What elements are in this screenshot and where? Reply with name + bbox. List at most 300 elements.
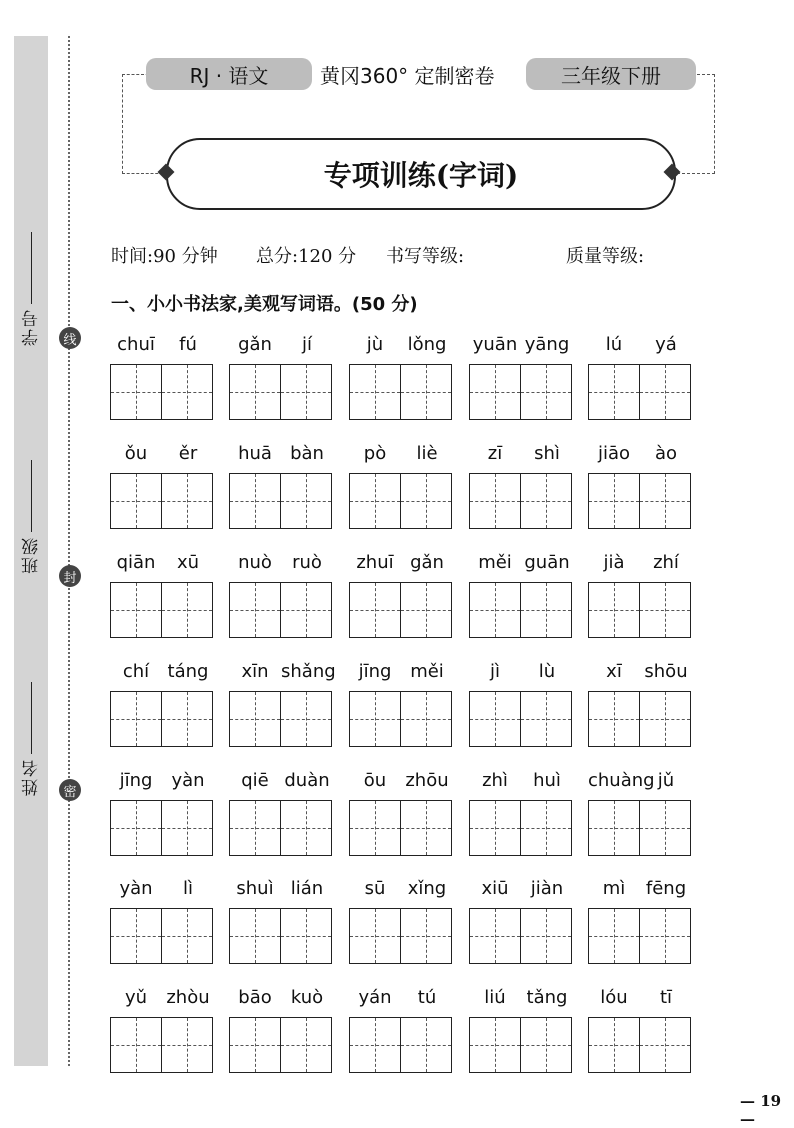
- seal-circle-feng: 封: [59, 565, 81, 587]
- tianzige-boxes: [469, 364, 573, 420]
- pinyin-syllable: jiāo: [597, 443, 631, 464]
- tianzige-boxes: [469, 691, 573, 747]
- word-item: [110, 443, 214, 529]
- pinyin-syllable: jiàn: [530, 878, 564, 899]
- pinyin-syllable: tú: [417, 987, 437, 1008]
- guide-line-v: [495, 801, 496, 855]
- guide-line-v: [136, 909, 137, 963]
- pinyin-syllable: shōu: [644, 661, 688, 682]
- tianzige-boxes: [349, 364, 453, 420]
- writing-cell[interactable]: [349, 473, 401, 529]
- pinyin-syllable: yāng: [524, 334, 570, 355]
- writing-cell[interactable]: [588, 473, 640, 529]
- pinyin-syllable: qiē: [241, 770, 269, 791]
- writing-cell[interactable]: [401, 582, 452, 638]
- tianzige-boxes: [229, 800, 333, 856]
- writing-cell[interactable]: [640, 1017, 691, 1073]
- word-item: [588, 987, 692, 1073]
- pinyin: [588, 443, 692, 469]
- guide-line-v: [375, 583, 376, 637]
- section-heading: 一、小小书法家,美观写词语。(50 分): [111, 294, 418, 315]
- tianzige-boxes: [229, 1017, 333, 1073]
- guide-line-v: [495, 365, 496, 419]
- pinyin-syllable: yàn: [119, 878, 153, 899]
- writing-cell[interactable]: [469, 473, 521, 529]
- guide-line-v: [665, 474, 666, 528]
- pinyin-syllable: tǎng: [526, 987, 568, 1008]
- guide-line-v: [255, 692, 256, 746]
- guide-line-v: [306, 801, 307, 855]
- tianzige-boxes: [469, 582, 573, 638]
- word-item: [349, 987, 453, 1073]
- pinyin: [588, 770, 692, 796]
- writing-cell[interactable]: [110, 691, 162, 747]
- pinyin-syllable: guān: [524, 552, 570, 573]
- pinyin-syllable: nuò: [238, 552, 272, 573]
- guide-line-v: [187, 474, 188, 528]
- pinyin-syllable: jù: [366, 334, 384, 355]
- tianzige-boxes: [110, 908, 214, 964]
- pinyin-syllable: táng: [167, 661, 209, 682]
- quality-grade: 质量等级:: [566, 246, 645, 267]
- tianzige-boxes: [229, 364, 333, 420]
- guide-line-v: [187, 909, 188, 963]
- guide-line-v: [495, 474, 496, 528]
- writing-cell[interactable]: [281, 582, 332, 638]
- word-item: [229, 661, 336, 747]
- guide-line-v: [187, 692, 188, 746]
- pinyin-syllable: měi: [478, 552, 512, 573]
- pinyin-syllable: jīng: [358, 661, 392, 682]
- guide-line-v: [495, 1018, 496, 1072]
- tianzige-boxes: [349, 908, 453, 964]
- tianzige-boxes: [349, 1017, 453, 1073]
- pinyin: [229, 661, 336, 687]
- tianzige-boxes: [349, 691, 453, 747]
- word-item: [469, 770, 573, 856]
- writing-cell[interactable]: [640, 582, 691, 638]
- guide-line-v: [255, 909, 256, 963]
- pinyin-syllable: xī: [606, 661, 622, 682]
- writing-cell[interactable]: [162, 473, 213, 529]
- guide-line-v: [665, 583, 666, 637]
- page-title: 专项训练(字词): [166, 138, 676, 210]
- guide-line-v: [546, 365, 547, 419]
- guide-line-v: [614, 583, 615, 637]
- writing-cell[interactable]: [521, 364, 572, 420]
- tianzige-boxes: [229, 582, 333, 638]
- tianzige-boxes: [110, 691, 214, 747]
- pinyin-syllable: gǎn: [238, 334, 272, 355]
- word-item: [469, 987, 573, 1073]
- guide-line-v: [375, 801, 376, 855]
- tianzige-boxes: [469, 908, 573, 964]
- guide-line-v: [546, 909, 547, 963]
- pinyin-syllable: duàn: [284, 770, 330, 791]
- writing-cell[interactable]: [110, 1017, 162, 1073]
- writing-cell[interactable]: [588, 1017, 640, 1073]
- pinyin-syllable: yàn: [171, 770, 205, 791]
- writing-cell[interactable]: [110, 582, 162, 638]
- guide-line-v: [495, 909, 496, 963]
- guide-line-v: [375, 909, 376, 963]
- word-item: [110, 770, 214, 856]
- pinyin: [469, 552, 573, 578]
- pinyin-syllable: xū: [176, 552, 200, 573]
- pinyin: [469, 878, 573, 904]
- writing-cell[interactable]: [110, 800, 162, 856]
- pinyin-syllable: yán: [358, 987, 392, 1008]
- writing-cell[interactable]: [469, 364, 521, 420]
- tianzige-boxes: [229, 691, 333, 747]
- grid-row: [110, 443, 690, 543]
- writing-cell[interactable]: [401, 908, 452, 964]
- pinyin-syllable: fēng: [645, 878, 687, 899]
- writing-cell[interactable]: [162, 800, 213, 856]
- guide-line-v: [614, 909, 615, 963]
- pinyin: [229, 552, 333, 578]
- pinyin-syllable: lì: [182, 878, 193, 899]
- writing-cell[interactable]: [401, 364, 452, 420]
- writing-cell[interactable]: [229, 364, 281, 420]
- writing-cell[interactable]: [469, 691, 521, 747]
- writing-cell[interactable]: [640, 908, 691, 964]
- pinyin-syllable: lú: [605, 334, 623, 355]
- writing-cell[interactable]: [469, 800, 521, 856]
- guide-line-v: [375, 692, 376, 746]
- writing-cell[interactable]: [640, 364, 691, 420]
- word-item: [349, 661, 453, 747]
- tianzige-boxes: [588, 364, 692, 420]
- pinyin-syllable: zhí: [653, 552, 679, 573]
- guide-line-v: [495, 692, 496, 746]
- guide-line-v: [306, 474, 307, 528]
- pinyin: [349, 443, 453, 469]
- writing-cell[interactable]: [281, 908, 332, 964]
- tianzige-boxes: [349, 800, 453, 856]
- guide-line-v: [546, 801, 547, 855]
- tianzige-boxes: [588, 1017, 692, 1073]
- tianzige-boxes: [469, 800, 573, 856]
- pinyin-syllable: jì: [489, 661, 500, 682]
- pinyin: [349, 552, 453, 578]
- writing-cell[interactable]: [588, 582, 640, 638]
- fill-line: [31, 682, 32, 754]
- tianzige-boxes: [229, 908, 333, 964]
- guide-line-v: [255, 1018, 256, 1072]
- pinyin-syllable: tī: [659, 987, 673, 1008]
- pinyin-syllable: chuī: [117, 334, 155, 355]
- cut-dotted-line: [68, 36, 70, 1066]
- writing-cell[interactable]: [162, 691, 213, 747]
- guide-line-v: [546, 583, 547, 637]
- grid-row: [110, 552, 690, 652]
- word-item: [588, 443, 692, 529]
- writing-cell[interactable]: [640, 473, 691, 529]
- grade-pill: 三年级下册: [526, 58, 696, 90]
- seal-circle-xian: 线: [59, 327, 81, 349]
- writing-cell[interactable]: [401, 800, 452, 856]
- pinyin: [469, 334, 573, 360]
- writing-grade: 书写等级:: [386, 246, 465, 267]
- guide-line-v: [255, 365, 256, 419]
- pinyin-syllable: jīng: [119, 770, 153, 791]
- pinyin: [349, 987, 453, 1013]
- word-item: [349, 443, 453, 529]
- pinyin: [110, 770, 214, 796]
- pinyin: [349, 661, 453, 687]
- pinyin-syllable: yuān: [472, 334, 518, 355]
- writing-cell[interactable]: [640, 800, 691, 856]
- fill-line: [31, 460, 32, 532]
- tianzige-boxes: [349, 582, 453, 638]
- tianzige-boxes: [588, 800, 692, 856]
- writing-cell[interactable]: [229, 691, 281, 747]
- word-item: [588, 334, 692, 420]
- guide-line-v: [306, 365, 307, 419]
- writing-cell[interactable]: [162, 1017, 213, 1073]
- pinyin: [469, 770, 573, 796]
- writing-cell[interactable]: [469, 908, 521, 964]
- word-item: [588, 878, 692, 964]
- word-item: [349, 552, 453, 638]
- pinyin: [229, 878, 333, 904]
- tianzige-boxes: [110, 582, 214, 638]
- guide-line-v: [614, 365, 615, 419]
- writing-cell[interactable]: [162, 364, 213, 420]
- pinyin-syllable: pò: [363, 443, 387, 464]
- page-number: — 19 —: [740, 1092, 782, 1128]
- word-item: [229, 987, 333, 1073]
- guide-line-v: [426, 365, 427, 419]
- tianzige-boxes: [588, 582, 692, 638]
- guide-line-v: [187, 801, 188, 855]
- class-label: 班级: [21, 536, 42, 574]
- pinyin: [588, 987, 692, 1013]
- tianzige-boxes: [110, 364, 214, 420]
- grid-row: [110, 770, 690, 870]
- pinyin: [229, 443, 333, 469]
- guide-line-v: [426, 692, 427, 746]
- name-field[interactable]: [14, 682, 48, 796]
- pinyin: [469, 443, 573, 469]
- pinyin-syllable: měi: [410, 661, 444, 682]
- guide-line-v: [187, 365, 188, 419]
- pinyin-syllable: fú: [179, 334, 197, 355]
- word-item: [588, 661, 692, 747]
- pinyin: [469, 661, 573, 687]
- word-item: [588, 770, 692, 856]
- pinyin: [588, 661, 692, 687]
- word-item: [229, 552, 333, 638]
- writing-cell[interactable]: [349, 1017, 401, 1073]
- word-item: [469, 878, 573, 964]
- writing-cell[interactable]: [281, 691, 332, 747]
- pinyin: [110, 552, 214, 578]
- writing-cell[interactable]: [281, 364, 332, 420]
- pinyin-syllable: sū: [364, 878, 386, 899]
- writing-cell[interactable]: [229, 1017, 281, 1073]
- pinyin-syllable: zhòu: [166, 987, 210, 1008]
- writing-cell[interactable]: [401, 691, 452, 747]
- pinyin-syllable: xīn: [241, 661, 269, 682]
- writing-cell[interactable]: [281, 1017, 332, 1073]
- tianzige-boxes: [229, 473, 333, 529]
- pinyin: [349, 334, 453, 360]
- pinyin: [110, 878, 214, 904]
- writing-cell[interactable]: [229, 908, 281, 964]
- pinyin-syllable: mì: [602, 878, 626, 899]
- pinyin-syllable: jià: [603, 552, 625, 573]
- writing-cell[interactable]: [588, 691, 640, 747]
- guide-line-v: [375, 365, 376, 419]
- word-item: [110, 552, 214, 638]
- grid-row: [110, 661, 690, 761]
- tianzige-boxes: [110, 1017, 214, 1073]
- writing-cell[interactable]: [640, 691, 691, 747]
- writing-cell[interactable]: [349, 800, 401, 856]
- writing-cell[interactable]: [349, 691, 401, 747]
- writing-cell[interactable]: [110, 473, 162, 529]
- guide-line-v: [306, 583, 307, 637]
- pinyin-syllable: chuàng: [588, 770, 655, 791]
- grid-row: [110, 878, 690, 978]
- pinyin-syllable: liè: [416, 443, 438, 464]
- tianzige-boxes: [110, 800, 214, 856]
- guide-line-v: [614, 692, 615, 746]
- pinyin-syllable: huì: [533, 770, 561, 791]
- tianzige-boxes: [588, 691, 692, 747]
- guide-line-v: [614, 1018, 615, 1072]
- writing-cell[interactable]: [162, 582, 213, 638]
- writing-cell[interactable]: [349, 364, 401, 420]
- guide-line-v: [426, 474, 427, 528]
- writing-cell[interactable]: [162, 908, 213, 964]
- pinyin: [588, 334, 692, 360]
- tianzige-boxes: [588, 473, 692, 529]
- word-item: [588, 552, 692, 638]
- writing-cell[interactable]: [229, 473, 281, 529]
- pinyin: [110, 443, 214, 469]
- writing-cell[interactable]: [521, 908, 572, 964]
- student-number-label: 学号: [21, 308, 42, 346]
- pinyin: [349, 770, 453, 796]
- writing-cell[interactable]: [281, 800, 332, 856]
- guide-line-v: [426, 1018, 427, 1072]
- word-item: [110, 334, 214, 420]
- word-item: [469, 334, 573, 420]
- writing-cell[interactable]: [110, 908, 162, 964]
- writing-cell[interactable]: [229, 800, 281, 856]
- pinyin-syllable: qiān: [116, 552, 156, 573]
- guide-line-v: [136, 474, 137, 528]
- guide-line-v: [255, 474, 256, 528]
- writing-cell[interactable]: [281, 473, 332, 529]
- guide-line-v: [136, 692, 137, 746]
- pinyin-syllable: shuì: [236, 878, 274, 899]
- pinyin-syllable: zhōu: [405, 770, 449, 791]
- subject-pill: RJ · 语文: [146, 58, 312, 90]
- writing-cell[interactable]: [401, 473, 452, 529]
- pinyin-syllable: bāo: [238, 987, 272, 1008]
- word-item: [229, 770, 333, 856]
- student-number-field[interactable]: [14, 232, 48, 346]
- pinyin-syllable: shì: [534, 443, 560, 464]
- writing-cell[interactable]: [349, 908, 401, 964]
- pinyin-syllable: ěr: [178, 443, 198, 464]
- guide-line-v: [665, 1018, 666, 1072]
- pinyin-syllable: ōu: [363, 770, 387, 791]
- writing-cell[interactable]: [521, 800, 572, 856]
- pinyin: [110, 661, 214, 687]
- word-item: [469, 443, 573, 529]
- class-field[interactable]: [14, 460, 48, 574]
- guide-line-v: [665, 365, 666, 419]
- pinyin-syllable: lóu: [600, 987, 628, 1008]
- grid-row: [110, 334, 690, 434]
- writing-cell[interactable]: [588, 800, 640, 856]
- guide-line-v: [614, 801, 615, 855]
- pinyin-syllable: ào: [654, 443, 678, 464]
- writing-cell[interactable]: [588, 364, 640, 420]
- pinyin-syllable: jǔ: [657, 770, 675, 791]
- writing-cell[interactable]: [401, 1017, 452, 1073]
- grid-row: [110, 987, 690, 1087]
- pinyin-syllable: huā: [238, 443, 272, 464]
- guide-line-v: [426, 583, 427, 637]
- tianzige-boxes: [588, 908, 692, 964]
- word-item: [349, 334, 453, 420]
- tianzige-boxes: [469, 1017, 573, 1073]
- writing-cell[interactable]: [521, 691, 572, 747]
- score-info: 总分:120 分: [256, 246, 357, 267]
- word-item: [469, 552, 573, 638]
- guide-line-v: [546, 474, 547, 528]
- writing-cell[interactable]: [469, 1017, 521, 1073]
- writing-cell[interactable]: [229, 582, 281, 638]
- guide-line-v: [306, 909, 307, 963]
- pinyin-syllable: lǒng: [407, 334, 447, 355]
- pinyin-syllable: liú: [484, 987, 506, 1008]
- guide-line-v: [136, 1018, 137, 1072]
- pinyin-syllable: bàn: [290, 443, 324, 464]
- pinyin-syllable: chí: [122, 661, 150, 682]
- word-item: [110, 987, 214, 1073]
- guide-line-v: [426, 801, 427, 855]
- guide-line-v: [614, 474, 615, 528]
- pinyin: [229, 987, 333, 1013]
- writing-cell[interactable]: [521, 582, 572, 638]
- series-title: 黄冈360° 定制密卷: [320, 64, 495, 88]
- pinyin-syllable: lián: [290, 878, 324, 899]
- pinyin: [110, 334, 214, 360]
- guide-line-v: [306, 692, 307, 746]
- writing-cell[interactable]: [521, 473, 572, 529]
- writing-cell[interactable]: [469, 582, 521, 638]
- time-info: 时间:90 分钟: [111, 246, 218, 267]
- writing-cell[interactable]: [521, 1017, 572, 1073]
- writing-cell[interactable]: [588, 908, 640, 964]
- pinyin: [588, 552, 692, 578]
- seal-circle-mi: 密: [59, 779, 81, 801]
- writing-cell[interactable]: [110, 364, 162, 420]
- guide-line-v: [546, 692, 547, 746]
- pinyin: [469, 987, 573, 1013]
- guide-line-v: [665, 801, 666, 855]
- writing-cell[interactable]: [349, 582, 401, 638]
- guide-line-v: [136, 365, 137, 419]
- guide-line-v: [187, 1018, 188, 1072]
